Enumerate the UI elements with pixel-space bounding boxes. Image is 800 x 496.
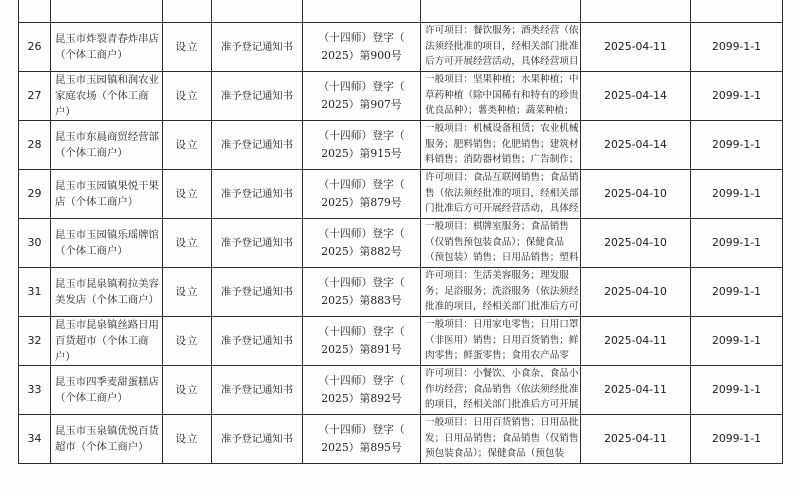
registration-type: 设立: [175, 432, 199, 445]
business-name-cell: [51, 365, 163, 414]
document-type-cell: [212, 71, 303, 120]
business-scope-cell: [421, 22, 581, 71]
end-date: 2099-1-1: [711, 137, 761, 151]
registration-type: 设立: [175, 89, 199, 102]
business-name: 昆玉市玉园镇果悦干果 店（个体工商户）: [55, 179, 159, 208]
end-date: 2099-1-1: [711, 88, 761, 102]
row-number-cell: [19, 414, 51, 463]
end-date: 2099-1-1: [711, 333, 761, 347]
registration-table-wrapper: [18, 0, 782, 464]
registration-type: 设立: [175, 236, 199, 249]
document-type: 准予登记通知书: [220, 383, 294, 396]
partial-cell: [19, 0, 51, 22]
business-name-cell: [51, 71, 163, 120]
business-name-cell: [51, 316, 163, 365]
row-number: 27: [27, 88, 42, 102]
document-number: （十四师）登字（ 2025）第883号: [318, 275, 405, 307]
row-number-cell: [19, 365, 51, 414]
table-body: [19, 0, 783, 463]
document-number: （十四师）登字（ 2025）第892号: [318, 373, 405, 405]
start-date: 2025-04-11: [604, 431, 667, 445]
document-type-cell: [212, 120, 303, 169]
partial-cell: [691, 0, 783, 22]
table-row: [19, 365, 783, 414]
table-row-partial: [19, 0, 783, 22]
document-number: （十四师）登字（ 2025）第907号: [318, 79, 405, 111]
document-number: （十四师）登字（ 2025）第900号: [318, 30, 405, 62]
end-date-cell: [691, 71, 783, 120]
document-type: 准予登记通知书: [220, 236, 294, 249]
row-number: 33: [27, 382, 42, 396]
document-type-cell: [212, 414, 303, 463]
start-date-cell: [581, 71, 691, 120]
registration-type: 设立: [175, 40, 199, 53]
row-number: 29: [27, 186, 42, 200]
end-date: 2099-1-1: [711, 235, 761, 249]
document-number-cell: [303, 316, 421, 365]
table-row: [19, 316, 783, 365]
end-date-cell: [691, 414, 783, 463]
table-row: [19, 22, 783, 71]
business-name-cell: [51, 267, 163, 316]
row-number-cell: [19, 120, 51, 169]
row-number-cell: [19, 267, 51, 316]
document-number: （十四师）登字（ 2025）第879号: [318, 177, 405, 209]
end-date-cell: [691, 365, 783, 414]
table-row: [19, 169, 783, 218]
document-type: 准予登记通知书: [220, 285, 294, 298]
business-name: 昆玉市东晨商贸经营部 （个体工商户）: [55, 130, 159, 159]
row-number-cell: [19, 22, 51, 71]
document-number-cell: [303, 218, 421, 267]
row-number: 32: [27, 333, 42, 347]
business-name-cell: [51, 414, 163, 463]
document-type: 准予登记通知书: [220, 187, 294, 200]
row-number: 26: [27, 39, 42, 53]
business-name: 昆玉市昆泉镇丝路日用 百货超市（个体工商 户）: [55, 318, 159, 363]
document-type: 准予登记通知书: [220, 40, 294, 53]
end-date-cell: [691, 22, 783, 71]
row-number-cell: [19, 71, 51, 120]
registration-type: 设立: [175, 334, 199, 347]
start-date-cell: [581, 120, 691, 169]
row-number: 28: [27, 137, 42, 151]
registration-table: [18, 0, 783, 464]
end-date: 2099-1-1: [711, 186, 761, 200]
registration-type-cell: [163, 316, 212, 365]
end-date-cell: [691, 218, 783, 267]
start-date-cell: [581, 414, 691, 463]
business-name-cell: [51, 120, 163, 169]
end-date: 2099-1-1: [711, 284, 761, 298]
start-date-cell: [581, 365, 691, 414]
document-number-cell: [303, 414, 421, 463]
business-scope: 一般项目：机械设备租赁；农业机械 服务；肥料销售；化肥销售；建筑材 料销售；消防器材销售；广告制作；: [425, 123, 579, 166]
business-scope: 许可项目：生活美容服务；理发服 务；足浴服务；洗浴服务（依法须经 批准的项目，经相关部门批准后方可: [425, 270, 579, 313]
start-date: 2025-04-11: [604, 39, 667, 53]
business-name: 昆玉市炸裂青春炸串店 （个体工商户）: [55, 32, 159, 61]
end-date-cell: [691, 316, 783, 365]
table-row: [19, 267, 783, 316]
business-scope-cell: [421, 169, 581, 218]
business-scope: 一般项目：坚果种植；水果种植；中 草药种植（除中国稀有和特有的珍贵 优良品种）；薯类种植；蔬菜种植；: [425, 74, 579, 117]
document-type: 准予登记通知书: [220, 138, 294, 151]
start-date: 2025-04-11: [604, 382, 667, 396]
registration-type-cell: [163, 218, 212, 267]
business-name-cell: [51, 218, 163, 267]
registration-type-cell: [163, 22, 212, 71]
start-date-cell: [581, 267, 691, 316]
row-number-cell: [19, 218, 51, 267]
partial-cell: [212, 0, 303, 22]
business-name: 昆玉市昆泉镇莉拉美容 美发店（个体工商户）: [55, 277, 159, 306]
start-date-cell: [581, 169, 691, 218]
business-name: 昆玉市玉园镇和润农业 家庭农场（个体工商 户）: [55, 73, 159, 118]
document-number: （十四师）登字（ 2025）第882号: [318, 226, 405, 258]
row-number-cell: [19, 169, 51, 218]
document-type-cell: [212, 218, 303, 267]
table-row: [19, 120, 783, 169]
business-scope-cell: [421, 71, 581, 120]
table-row: [19, 71, 783, 120]
registration-type: 设立: [175, 383, 199, 396]
business-scope: 许可项目：食品互联网销售；食品销 售（依法须经批准的项目，经相关部 门批准后方可开展经营活动，具体经: [425, 172, 579, 215]
start-date: 2025-04-14: [604, 137, 667, 151]
document-number: （十四师）登字（ 2025）第895号: [318, 422, 405, 454]
start-date: 2025-04-10: [604, 186, 667, 200]
document-type: 准予登记通知书: [220, 334, 294, 347]
business-name: 昆玉市玉泉镇优悦百货 超市（个体工商户）: [55, 424, 159, 453]
partial-cell: [421, 0, 581, 22]
registration-type-cell: [163, 169, 212, 218]
document-type-cell: [212, 22, 303, 71]
business-scope: 一般项目：日用百货销售；日用品批 发；日用品销售；食品销售（仅销售 预包装食品）；保健食品（预包装: [425, 417, 579, 460]
document-type: 准予登记通知书: [220, 89, 294, 102]
end-date-cell: [691, 169, 783, 218]
table-row: [19, 218, 783, 267]
business-scope-cell: [421, 218, 581, 267]
row-number: 34: [27, 431, 42, 445]
document-number: （十四师）登字（ 2025）第915号: [318, 128, 405, 160]
business-scope-cell: [421, 365, 581, 414]
registration-type-cell: [163, 120, 212, 169]
row-number: 31: [27, 284, 42, 298]
business-scope: 许可项目：小餐饮、小食杂、食品小 作坊经营；食品销售（依法须经批准 的项目，经相关部门批准后方可开展: [425, 368, 579, 411]
business-scope-cell: [421, 316, 581, 365]
row-number-cell: [19, 316, 51, 365]
business-scope: 一般项目：棋牌室服务；食品销售 （仅销售预包装食品）；保健食品 （预包装）销售；日用品销售；塑料: [425, 221, 579, 264]
registration-type: 设立: [175, 187, 199, 200]
document-number: （十四师）登字（ 2025）第891号: [318, 324, 405, 356]
business-scope-cell: [421, 120, 581, 169]
end-date: 2099-1-1: [711, 39, 761, 53]
registration-type: 设立: [175, 138, 199, 151]
business-scope: 许可项目：餐饮服务；酒类经营（依 法须经批准的项目，经相关部门批准 后方可开展经营活动，具体经营项目: [425, 25, 579, 68]
start-date-cell: [581, 218, 691, 267]
business-scope-cell: [421, 267, 581, 316]
registration-type-cell: [163, 267, 212, 316]
row-number: 30: [27, 235, 42, 249]
registration-type-cell: [163, 71, 212, 120]
start-date: 2025-04-14: [604, 88, 667, 102]
document-type-cell: [212, 316, 303, 365]
partial-cell: [51, 0, 163, 22]
start-date: 2025-04-10: [604, 284, 667, 298]
start-date: 2025-04-11: [604, 333, 667, 347]
partial-cell: [581, 0, 691, 22]
business-scope-cell: [421, 414, 581, 463]
document-number-cell: [303, 71, 421, 120]
business-name: 昆玉市四季麦甜蛋糕店 （个体工商户）: [55, 375, 159, 404]
end-date-cell: [691, 267, 783, 316]
end-date: 2099-1-1: [711, 382, 761, 396]
document-type-cell: [212, 267, 303, 316]
partial-cell: [303, 0, 421, 22]
registration-type-cell: [163, 365, 212, 414]
document-number-cell: [303, 267, 421, 316]
start-date-cell: [581, 316, 691, 365]
business-name: 昆玉市玉园镇乐瑶牌馆 （个体工商户）: [55, 228, 159, 257]
business-scope: 一般项目：日用家电零售；日用口罩 （非医用）销售；日用百货销售；鲜 肉零售；鲜蛋零售；食用农产品零: [425, 319, 579, 362]
registration-type: 设立: [175, 285, 199, 298]
partial-cell: [163, 0, 212, 22]
registration-type-cell: [163, 414, 212, 463]
document-number-cell: [303, 169, 421, 218]
document-number-cell: [303, 120, 421, 169]
end-date: 2099-1-1: [711, 431, 761, 445]
start-date-cell: [581, 22, 691, 71]
document-type: 准予登记通知书: [220, 432, 294, 445]
business-name-cell: [51, 169, 163, 218]
start-date: 2025-04-10: [604, 235, 667, 249]
document-type-cell: [212, 169, 303, 218]
document-number-cell: [303, 365, 421, 414]
end-date-cell: [691, 120, 783, 169]
document-number-cell: [303, 22, 421, 71]
business-name-cell: [51, 22, 163, 71]
document-type-cell: [212, 365, 303, 414]
table-row: [19, 414, 783, 463]
